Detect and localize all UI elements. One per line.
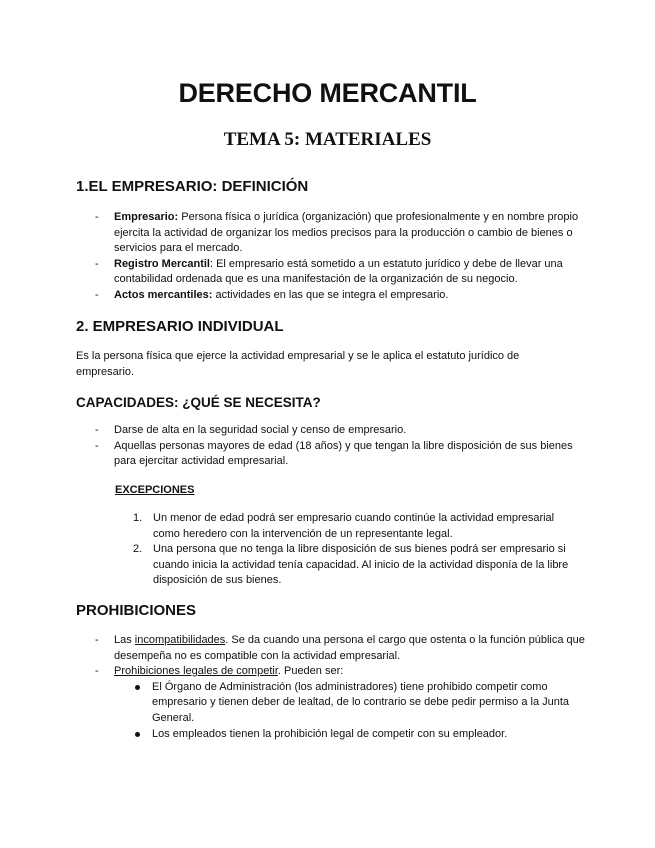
dash-marker: - [95, 288, 99, 301]
capacidades-list [76, 423, 586, 470]
item-text: Darse de alta en la seguridad social y censo de empresario. [114, 424, 407, 436]
item-text: . Pueden ser: [277, 665, 344, 678]
item-text: Una persona que no tenga la libre disposición de sus bienes podrá ser empresario si cuando inicia la actividad tenía capacidad. Al inicio de la actividad disponía de la libre disposición de sus bienes. [153, 543, 569, 587]
section-heading-empresario: 1.EL EMPRESARIO: DEFINICIÓN [76, 178, 309, 195]
dash-marker: - [95, 424, 99, 436]
incompatibilidades-term: incompatibilidades [134, 634, 226, 646]
prohibiciones-sublist [114, 680, 586, 742]
item-text: Aquellas personas mayores de edad (18 años) y que tengan la libre disposición de sus bienes para ejercitar actividad empresarial. [114, 439, 573, 468]
item-number: 2. [133, 543, 143, 556]
dash-marker: - [95, 211, 99, 223]
list-item [76, 210, 586, 257]
section-heading-empresario-individual: 2. EMPRESARIO INDIVIDUAL [76, 318, 284, 335]
list-item [115, 542, 581, 589]
term-label: Empresario: [114, 211, 179, 223]
excepciones-list [115, 511, 581, 589]
dash-marker: - [95, 665, 99, 678]
term-text: Persona física o jurídica (organización) que profesionalmente y en nombre propio ejercita la actividad de organizar los medios precisos para la producción o cambio de bienes o servicios para el mercado. [114, 211, 579, 255]
document-subtitle: TEMA 5: MATERIALES [223, 129, 432, 150]
item-text: Un menor de edad podrá ser empresario cuando continúe la actividad empresarial como heredero con la intervención de un representante legal. [153, 512, 555, 540]
term-text: : El empresario está sometido a un estatuto jurídico y debe de llevar una contabilidad ordenada que es una manifestación de la organización de su negocio. [114, 257, 563, 286]
empresario-definition-list [76, 210, 586, 304]
item-text: El Órgano de Administración (los administradores) tiene prohibido competir como empresario y tienen deber de lealtad, de lo contrario se debe pedir permiso a la Junta General. [152, 680, 570, 724]
bullet-marker [135, 732, 140, 737]
prohibiciones-legales-term: Prohibiciones legales de competir [114, 665, 278, 678]
item-text: Los empleados tienen la prohibición legal de competir con su empleador. [152, 727, 508, 740]
item-prefix: Las [114, 634, 135, 646]
list-item [76, 257, 586, 288]
document-title: DERECHO MERCANTIL [178, 78, 477, 108]
list-item [114, 680, 586, 727]
list-item [76, 423, 586, 439]
list-item [114, 727, 586, 743]
prohibiciones-list [76, 633, 586, 742]
term-label: Actos mercantiles: [114, 288, 213, 301]
section-heading-capacidades: CAPACIDADES: ¿QUÉ SE NECESITA? [76, 395, 321, 410]
list-item [76, 664, 586, 742]
dash-marker: - [95, 634, 99, 646]
excepciones-label: EXCEPCIONES [115, 484, 195, 496]
dash-marker: - [95, 439, 99, 452]
list-item [76, 633, 586, 664]
list-item [76, 288, 586, 304]
list-item [115, 511, 581, 542]
item-number: 1. [133, 512, 143, 524]
section-heading-prohibiciones: PROHIBICIONES [76, 602, 197, 619]
bullet-marker [135, 685, 140, 690]
term-label: Registro Mercantil [114, 257, 210, 270]
dash-marker: - [95, 257, 99, 270]
empresario-individual-paragraph: Es la persona física que ejerce la actividad empresarial y se le aplica el estatuto jurídico de empresario. [76, 350, 520, 378]
item-text: . Se da cuando una persona el cargo que ostenta o la función pública que desempeña no es compatible con la actividad empresarial. [114, 634, 585, 662]
list-item [76, 439, 586, 470]
term-text: actividades en las que se integra el empresario. [212, 288, 449, 301]
